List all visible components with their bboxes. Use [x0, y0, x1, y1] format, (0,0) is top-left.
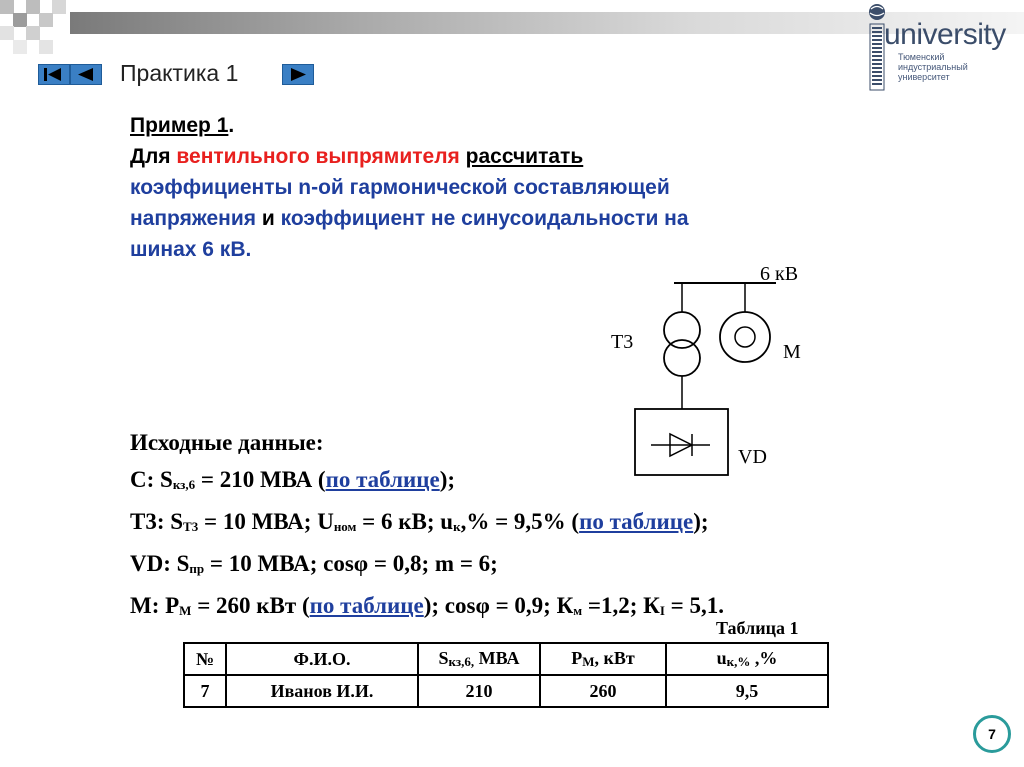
header-cell: $u_{к,\%}$ ,% [666, 643, 828, 675]
source-row-motor: М: $P_М = 260$ кВт (по таблице); cosφ = 0,9; $К_м =1,2$; $К_I = 5,1$. [130, 593, 724, 618]
transformer-label: Т3 [611, 331, 634, 353]
source-row-rectifier: VD: $S_{пр} = 10$ МВА; cosφ = 0,8; m = 6; [130, 551, 498, 576]
header-cell: Ф.И.О. [226, 643, 418, 675]
table-link[interactable]: по таблице [325, 467, 440, 492]
header-cell: № [184, 643, 226, 675]
source-row-transformer: Т3: $S_{Т3} = 10$ МВА; $U_{ном} = 6$ кВ; $u_к,\% = 9,5\%$ (по таблице); [130, 509, 709, 534]
header-cell: $P_М$, кВт [540, 643, 666, 675]
transformer-winding-upper [664, 312, 700, 348]
example-line-3: напряжения и коэффициент не синусоидальности на [130, 207, 689, 230]
page-number-badge: 7 [973, 715, 1011, 753]
example-title: Пример 1. [130, 114, 235, 137]
table-cell: Иванов И.И. [226, 675, 418, 707]
triangle-right-icon [283, 65, 313, 84]
example-line-2: коэффициенты n-ой гармонической составляющей [130, 176, 670, 199]
table-header-row [184, 643, 828, 675]
motor-label: М [783, 341, 801, 363]
rewind-icon [39, 65, 69, 84]
logo-subtitle: Тюменский индустриальный университет [898, 52, 968, 82]
table-cell: 7 [184, 675, 226, 707]
table-row [184, 675, 828, 707]
logo-wordmark: university [884, 18, 1006, 51]
triangle-left-icon [71, 65, 101, 84]
table-cell: 9,5 [666, 675, 828, 707]
data-table [183, 642, 829, 708]
table-cell: 210 [418, 675, 540, 707]
example-line-4: шинах 6 кВ. [130, 238, 252, 261]
rectifier-box [635, 409, 728, 475]
motor-inner-circle [735, 327, 755, 347]
rewind-button[interactable] [38, 64, 70, 85]
header-cell: $S_{кз,6,}$ МВА [418, 643, 540, 675]
example-block [130, 110, 689, 265]
source-row-system: С: $S_{кз,6} = 210$ МВА (по таблице); [130, 467, 456, 492]
next-button[interactable] [282, 64, 314, 85]
table-link[interactable]: по таблице [579, 509, 694, 534]
circuit-diagram [600, 262, 840, 484]
table-link[interactable]: по таблице [309, 593, 424, 618]
bus-voltage-label: 6 кВ [760, 263, 799, 285]
table-cell: 260 [540, 675, 666, 707]
transformer-winding-lower [664, 340, 700, 376]
rectifier-label: VD [738, 446, 767, 468]
motor-outer-circle [720, 312, 770, 362]
slide-title: Практика 1 [120, 60, 239, 86]
table-caption: Таблица 1 [716, 618, 799, 638]
back-button[interactable] [70, 64, 102, 85]
example-line-1: Для вентильного выпрямителя рассчитать [130, 145, 584, 168]
header-squares-decoration [0, 0, 78, 62]
source-data-heading: Исходные данные: [130, 430, 324, 455]
